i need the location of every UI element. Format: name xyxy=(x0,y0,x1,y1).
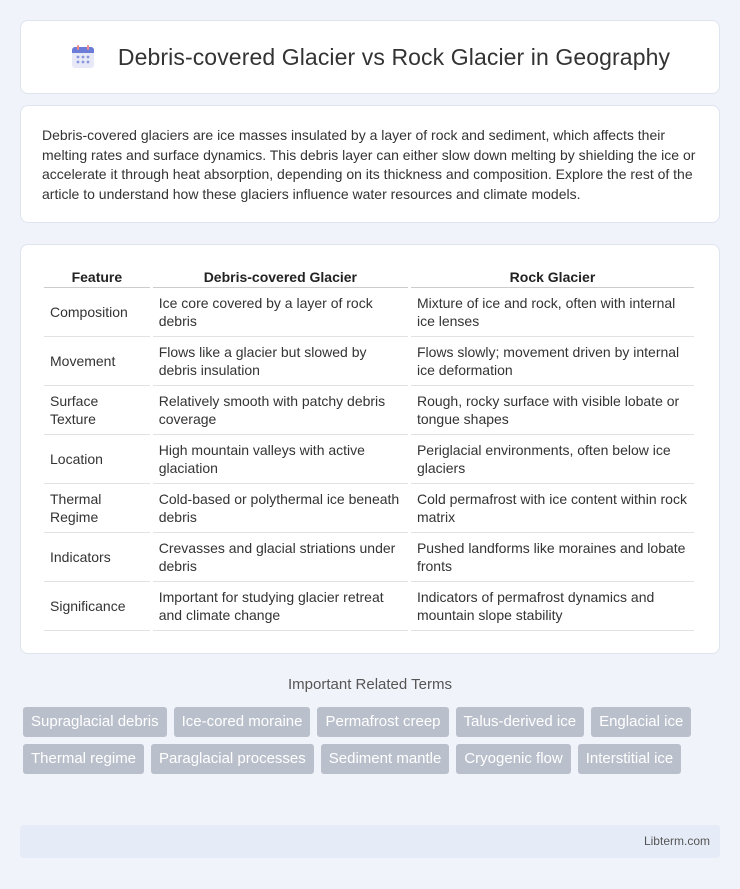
table-header-row xyxy=(44,263,694,288)
table-row xyxy=(44,435,694,484)
row-debris-value: High mountain valleys with active glaciation xyxy=(153,435,408,484)
related-term-tag[interactable]: Cryogenic flow xyxy=(456,744,570,774)
row-feature: Indicators xyxy=(44,533,150,582)
related-term-tag[interactable]: Englacial ice xyxy=(591,707,691,737)
related-term-tag[interactable]: Supraglacial debris xyxy=(23,707,167,737)
header-rock-glacier: Rock Glacier xyxy=(411,263,694,288)
comparison-table xyxy=(41,263,697,631)
intro-card xyxy=(20,105,720,223)
row-rock-value: Mixture of ice and rock, often with internal ice lenses xyxy=(411,288,694,337)
table-row xyxy=(44,386,694,435)
table-row xyxy=(44,288,694,337)
related-terms-list xyxy=(23,707,723,781)
header-feature: Feature xyxy=(44,263,150,288)
related-term-tag[interactable]: Thermal regime xyxy=(23,744,144,774)
row-feature: Movement xyxy=(44,337,150,386)
calendar-grid-icon xyxy=(70,44,96,70)
row-rock-value: Pushed landforms like moraines and lobate fronts xyxy=(411,533,694,582)
row-debris-value: Crevasses and glacial striations under debris xyxy=(153,533,408,582)
intro-text: Debris-covered glaciers are ice masses insulated by a layer of rock and sediment, which affects their melting rates and surface dynamics. This debris layer can either slow down melting by shielding the ice or accelerate it through heat absorption, depending on its thickness and composition. Explore the rest of the article to understand how these glaciers influence water resources and climate models. xyxy=(42,127,696,202)
row-debris-value: Relatively smooth with patchy debris coverage xyxy=(153,386,408,435)
row-debris-value: Cold-based or polythermal ice beneath debris xyxy=(153,484,408,533)
footer xyxy=(20,825,720,858)
header-card xyxy=(20,20,720,94)
row-feature: Composition xyxy=(44,288,150,337)
row-debris-value: Flows like a glacier but slowed by debris insulation xyxy=(153,337,408,386)
related-term-tag[interactable]: Ice-cored moraine xyxy=(174,707,311,737)
row-rock-value: Cold permafrost with ice content within rock matrix xyxy=(411,484,694,533)
table-row xyxy=(44,484,694,533)
related-term-tag[interactable]: Sediment mantle xyxy=(321,744,450,774)
row-rock-value: Indicators of permafrost dynamics and mountain slope stability xyxy=(411,582,694,631)
related-terms-title: Important Related Terms xyxy=(288,676,452,693)
table-row xyxy=(44,582,694,631)
row-feature: Significance xyxy=(44,582,150,631)
row-feature: Thermal Regime xyxy=(44,484,150,533)
page-title: Debris-covered Glacier vs Rock Glacier in Geography xyxy=(117,43,671,70)
row-debris-value: Important for studying glacier retreat and climate change xyxy=(153,582,408,631)
row-debris-value: Ice core covered by a layer of rock debris xyxy=(153,288,408,337)
row-rock-value: Rough, rocky surface with visible lobate or tongue shapes xyxy=(411,386,694,435)
related-term-tag[interactable]: Talus-derived ice xyxy=(456,707,585,737)
header-debris-covered-glacier: Debris-covered Glacier xyxy=(153,263,408,288)
related-term-tag[interactable]: Interstitial ice xyxy=(578,744,682,774)
table-row xyxy=(44,533,694,582)
row-rock-value: Flows slowly; movement driven by internal ice deformation xyxy=(411,337,694,386)
footer-site-link[interactable]: Libterm.com xyxy=(643,834,710,848)
comparison-table-card xyxy=(20,244,720,654)
table-row xyxy=(44,337,694,386)
row-rock-value: Periglacial environments, often below ice glaciers xyxy=(411,435,694,484)
row-feature: Location xyxy=(44,435,150,484)
related-term-tag[interactable]: Paraglacial processes xyxy=(151,744,314,774)
row-feature: Surface Texture xyxy=(44,386,150,435)
related-term-tag[interactable]: Permafrost creep xyxy=(317,707,448,737)
